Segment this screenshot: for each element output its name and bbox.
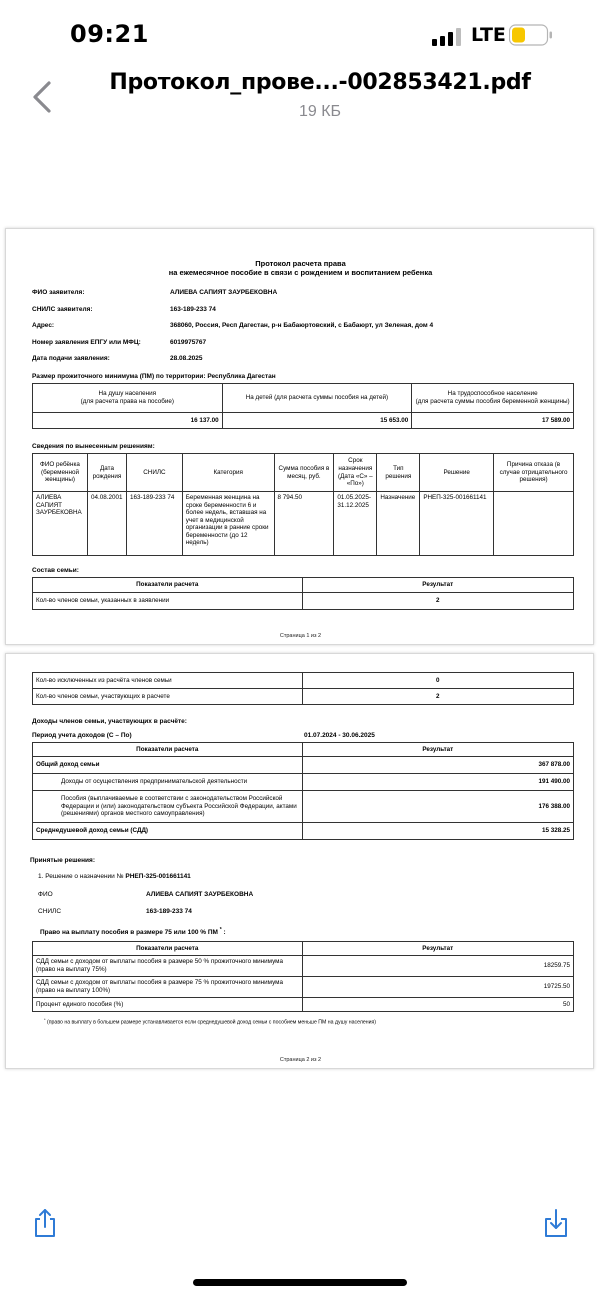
pdf-viewer[interactable] [0, 150, 600, 1190]
field-label: СНИЛС заявителя: [32, 306, 93, 313]
table-cell: 16 137.00 [33, 413, 223, 429]
table-row [33, 673, 574, 689]
table-header: Результат [302, 743, 573, 757]
table-header: Показатели расчета [33, 942, 303, 956]
table-header: Показатели расчета [33, 743, 303, 757]
footnote [44, 1018, 376, 1026]
snils-label: СНИЛС [38, 908, 62, 915]
table-row [33, 791, 574, 823]
table-row [33, 774, 574, 791]
table-cell: Среднедушевой доход семьи (СДД) [33, 823, 303, 840]
table-cell [494, 492, 574, 556]
income-section-title: Доходы членов семьи, участвующих в расчёте: [32, 718, 187, 725]
signal-icon [432, 26, 464, 46]
table-header: Категория [182, 454, 274, 492]
table-row [33, 977, 574, 998]
table-header: Тип решения [377, 454, 420, 492]
field-value: 28.08.2025 [170, 355, 203, 362]
right-section-colon: : [223, 929, 226, 937]
table-cell: Назначение [377, 492, 420, 556]
decisions-section-title: Сведения по вынесенным решениям: [32, 443, 155, 450]
right-section-text: Право на выплату пособия в размере 75 или 100 % ПМ [40, 929, 218, 937]
back-chevron-icon[interactable] [30, 80, 54, 114]
table-cell: Процент единого пособия (%) [33, 998, 303, 1012]
pm-section-title: Размер прожиточного минимума (ПМ) по территории: Республика Дагестан [32, 373, 276, 380]
table-header: На душу населения (для расчета права на пособие) [33, 384, 223, 413]
pdf-page-1 [5, 228, 594, 645]
table-cell: 04.08.2001 [87, 492, 126, 556]
table-cell: 01.05.2025-31.12.2025 [334, 492, 377, 556]
table-cell: 2 [302, 689, 573, 705]
table-cell: Кол-во исключенных из расчёта членов семьи [33, 673, 303, 689]
table-cell: 8 794.50 [274, 492, 334, 556]
table-row [33, 998, 574, 1012]
battery-icon [509, 24, 553, 46]
table-row [33, 492, 574, 556]
field-value: 6019975767 [170, 339, 207, 346]
income-table [32, 742, 574, 840]
table-cell: 191 490.00 [302, 774, 573, 791]
document-title: Протокол_прове...-002853421.pdf [109, 70, 531, 95]
table-cell: Беременная женщина на сроке беременности 6 и более недель, вставшая на учет в медицинской организации в ранние сроки беременности (до 12 недель) [182, 492, 274, 556]
table-row [33, 823, 574, 840]
table-cell: АЛИЕВА САПИЯТ ЗАУРБЕКОВНА [33, 492, 88, 556]
table-row [33, 689, 574, 705]
table-cell: Общий доход семьи [33, 757, 303, 774]
pm-table [32, 383, 574, 429]
decisions-table [32, 453, 574, 556]
table-row [33, 956, 574, 977]
table-header: ФИО ребёнка (беременной женщины) [33, 454, 88, 492]
table-header: На трудоспособное население (для расчета суммы пособия беременной женщины) [412, 384, 574, 413]
table-cell: 50 [302, 998, 574, 1012]
table-header: Дата рождения [87, 454, 126, 492]
table-cell: 2 [302, 593, 574, 610]
table-cell: Кол-во членов семьи, указанных в заявлении [33, 593, 303, 610]
field-label: ФИО заявителя: [32, 289, 85, 296]
table-header: Срок назначения (Дата «С» – «По») [334, 454, 377, 492]
table-cell: 163-189-233 74 [126, 492, 182, 556]
field-label: Адрес: [32, 322, 55, 329]
page-footer: Страница 1 из 2 [279, 633, 322, 639]
table-header: Результат [302, 942, 574, 956]
decision-number: РНЕП-325-001661141 [125, 873, 191, 880]
fio-label: ФИО [38, 891, 53, 898]
document-size: 19 КБ [298, 103, 342, 120]
footnote-mark: * [219, 927, 222, 933]
table-cell: РНЕП-325-001661141 [420, 492, 494, 556]
table-cell: 17 589.00 [412, 413, 574, 429]
protocol-subtitle: на ежемесячное пособие в связи с рождением и воспитанием ребенка [168, 268, 433, 277]
field-value: АЛИЕВА САПИЯТ ЗАУРБЕКОВНА [170, 289, 278, 296]
table-cell: 0 [302, 673, 573, 689]
table-cell: 15 653.00 [222, 413, 412, 429]
decision-line [38, 873, 191, 881]
table-cell: 15 328.25 [302, 823, 573, 840]
home-indicator[interactable] [193, 1279, 407, 1286]
snils-value: 163-189-233 74 [146, 908, 192, 915]
fio-value: АЛИЕВА САПИЯТ ЗАУРБЕКОВНА [146, 891, 254, 898]
field-label: Дата подачи заявления: [32, 355, 110, 362]
decision-prefix: 1. Решение о назначении № [38, 873, 124, 880]
footnote-mark: * [44, 1017, 46, 1022]
protocol-title: Протокол расчета права [255, 259, 346, 268]
network-type: LTE [471, 24, 506, 46]
field-value: 163-189-233 74 [170, 306, 216, 313]
table-cell: Доходы от осуществления предпринимательской деятельности [33, 774, 303, 791]
table-cell: 176 388.00 [302, 791, 573, 823]
right-table [32, 941, 574, 1012]
field-value: 368060, Россия, Респ Дагестан, р-н Бабаюртовский, с Бабаюрт, ул Зеленая, дом 4 [170, 322, 434, 329]
table-header: СНИЛС [126, 454, 182, 492]
period-label: Период учета доходов (С – По) [32, 732, 132, 739]
page-footer: Страница 2 из 2 [279, 1057, 322, 1063]
table-header: Результат [302, 578, 574, 593]
download-icon[interactable] [542, 1208, 570, 1238]
table-cell: Кол-во членов семьи, участвующих в расчете [33, 689, 303, 705]
table-cell: СДД семьи с доходом от выплаты пособия в размере 50 % прожиточного минимума (право на выплату 75%) [33, 956, 303, 977]
table-header: Сумма пособия в месяц, руб. [274, 454, 334, 492]
table-row [33, 757, 574, 774]
accepted-section-title: Принятые решения: [30, 857, 96, 864]
table-cell: 19725.50 [302, 977, 574, 998]
table-header: На детей (для расчета суммы пособия на детей) [222, 384, 412, 413]
table-header: Показатели расчета [33, 578, 303, 593]
share-icon[interactable] [32, 1208, 58, 1238]
pdf-page-2 [5, 653, 594, 1069]
table-cell: Пособия (выплачиваемые в соответствии с законодательством Российской Федерации и (или) законодательством субъекта Российской Федерации, актами (решениями) органов местного самоуправления) [33, 791, 303, 823]
status-time: 09:21 [70, 20, 149, 48]
table-cell: СДД семьи с доходом от выплаты пособия в размере 75 % прожиточного минимума (право на выплату 100%) [33, 977, 303, 998]
right-section-title [40, 927, 226, 937]
table-header: Причина отказа (в случае отрицательного решения) [494, 454, 574, 492]
footnote-text: (право на выплату в большем размере устанавливается если среднедушевой доход семьи с пособием меньше ПМ на душу населения) [47, 1019, 377, 1026]
table-cell: 367 878.00 [302, 757, 573, 774]
family-table [32, 577, 574, 610]
period-value: 01.07.2024 - 30.06.2025 [304, 732, 375, 739]
table-cell: 18259.75 [302, 956, 574, 977]
table-row [33, 593, 574, 610]
family-table-continued [32, 672, 574, 705]
field-label: Номер заявления ЕПГУ или МФЦ: [32, 339, 141, 346]
status-bar [0, 0, 600, 70]
family-section-title: Состав семьи: [32, 567, 79, 574]
table-header: Решение [420, 454, 494, 492]
